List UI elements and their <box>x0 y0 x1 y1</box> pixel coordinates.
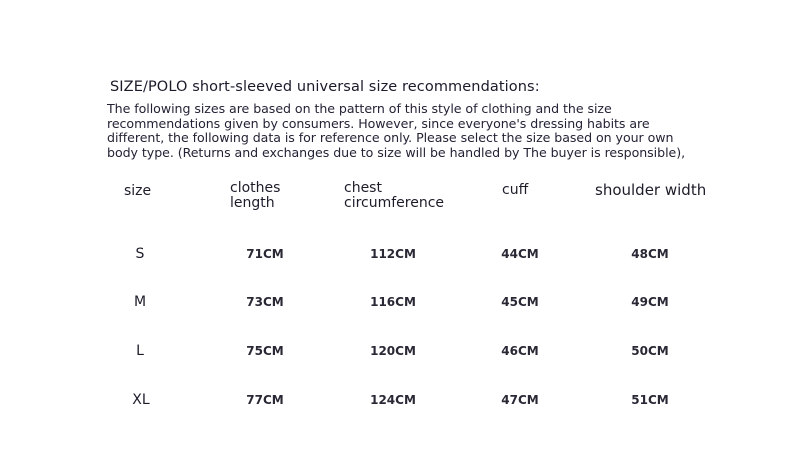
header-shoulder-width <box>595 183 706 198</box>
intro-paragraph <box>107 102 747 161</box>
intro-line: The following sizes are based on the pattern of this style of clothing and the size <box>107 101 612 116</box>
cell-chest: 124CM <box>370 393 416 407</box>
cell-length: 71CM <box>246 247 284 261</box>
cell-chest: 116CM <box>370 295 416 309</box>
cell-shoulder: 50CM <box>631 344 669 358</box>
intro-line: recommendations given by consumers. However, since everyone's dressing habits are <box>107 115 650 131</box>
intro-line: body type. (Returns and exchanges due to size will be handled by The buyer is responsible), <box>107 145 686 161</box>
cell-size: M <box>133 294 147 310</box>
header-chest-label-line1: chest <box>344 180 382 196</box>
cell-chest: 120CM <box>370 344 416 358</box>
header-clothes-length <box>230 181 280 211</box>
cell-size: L <box>136 343 144 359</box>
cell-length: 73CM <box>246 295 284 309</box>
cell-shoulder: 48CM <box>631 247 669 261</box>
header-chest-label-line2: circumference <box>344 195 445 211</box>
cell-chest: 112CM <box>370 247 416 261</box>
cell-cuff: 47CM <box>501 393 539 407</box>
header-chest-circumference <box>344 181 444 211</box>
header-length-label-line1: clothes <box>230 180 281 196</box>
header-length-label-line2: length <box>230 195 275 211</box>
cell-length: 75CM <box>246 344 284 358</box>
intro-line: different, the following data is for reference only. Please select the size based on your own <box>107 130 674 146</box>
header-size-label: size <box>124 183 152 199</box>
cell-cuff: 46CM <box>501 344 539 358</box>
cell-length: 77CM <box>246 393 284 407</box>
header-cuff <box>502 183 528 198</box>
header-size <box>124 184 151 199</box>
page-title: SIZE/POLO short-sleeved universal size recommendations: <box>110 79 540 95</box>
cell-size: S <box>135 246 145 262</box>
header-cuff-label: cuff <box>502 182 529 198</box>
header-shoulder-label: shoulder width <box>595 181 707 199</box>
cell-size: XL <box>132 392 150 408</box>
cell-cuff: 45CM <box>501 295 539 309</box>
cell-shoulder: 49CM <box>631 295 669 309</box>
cell-shoulder: 51CM <box>631 393 669 407</box>
cell-cuff: 44CM <box>501 247 539 261</box>
